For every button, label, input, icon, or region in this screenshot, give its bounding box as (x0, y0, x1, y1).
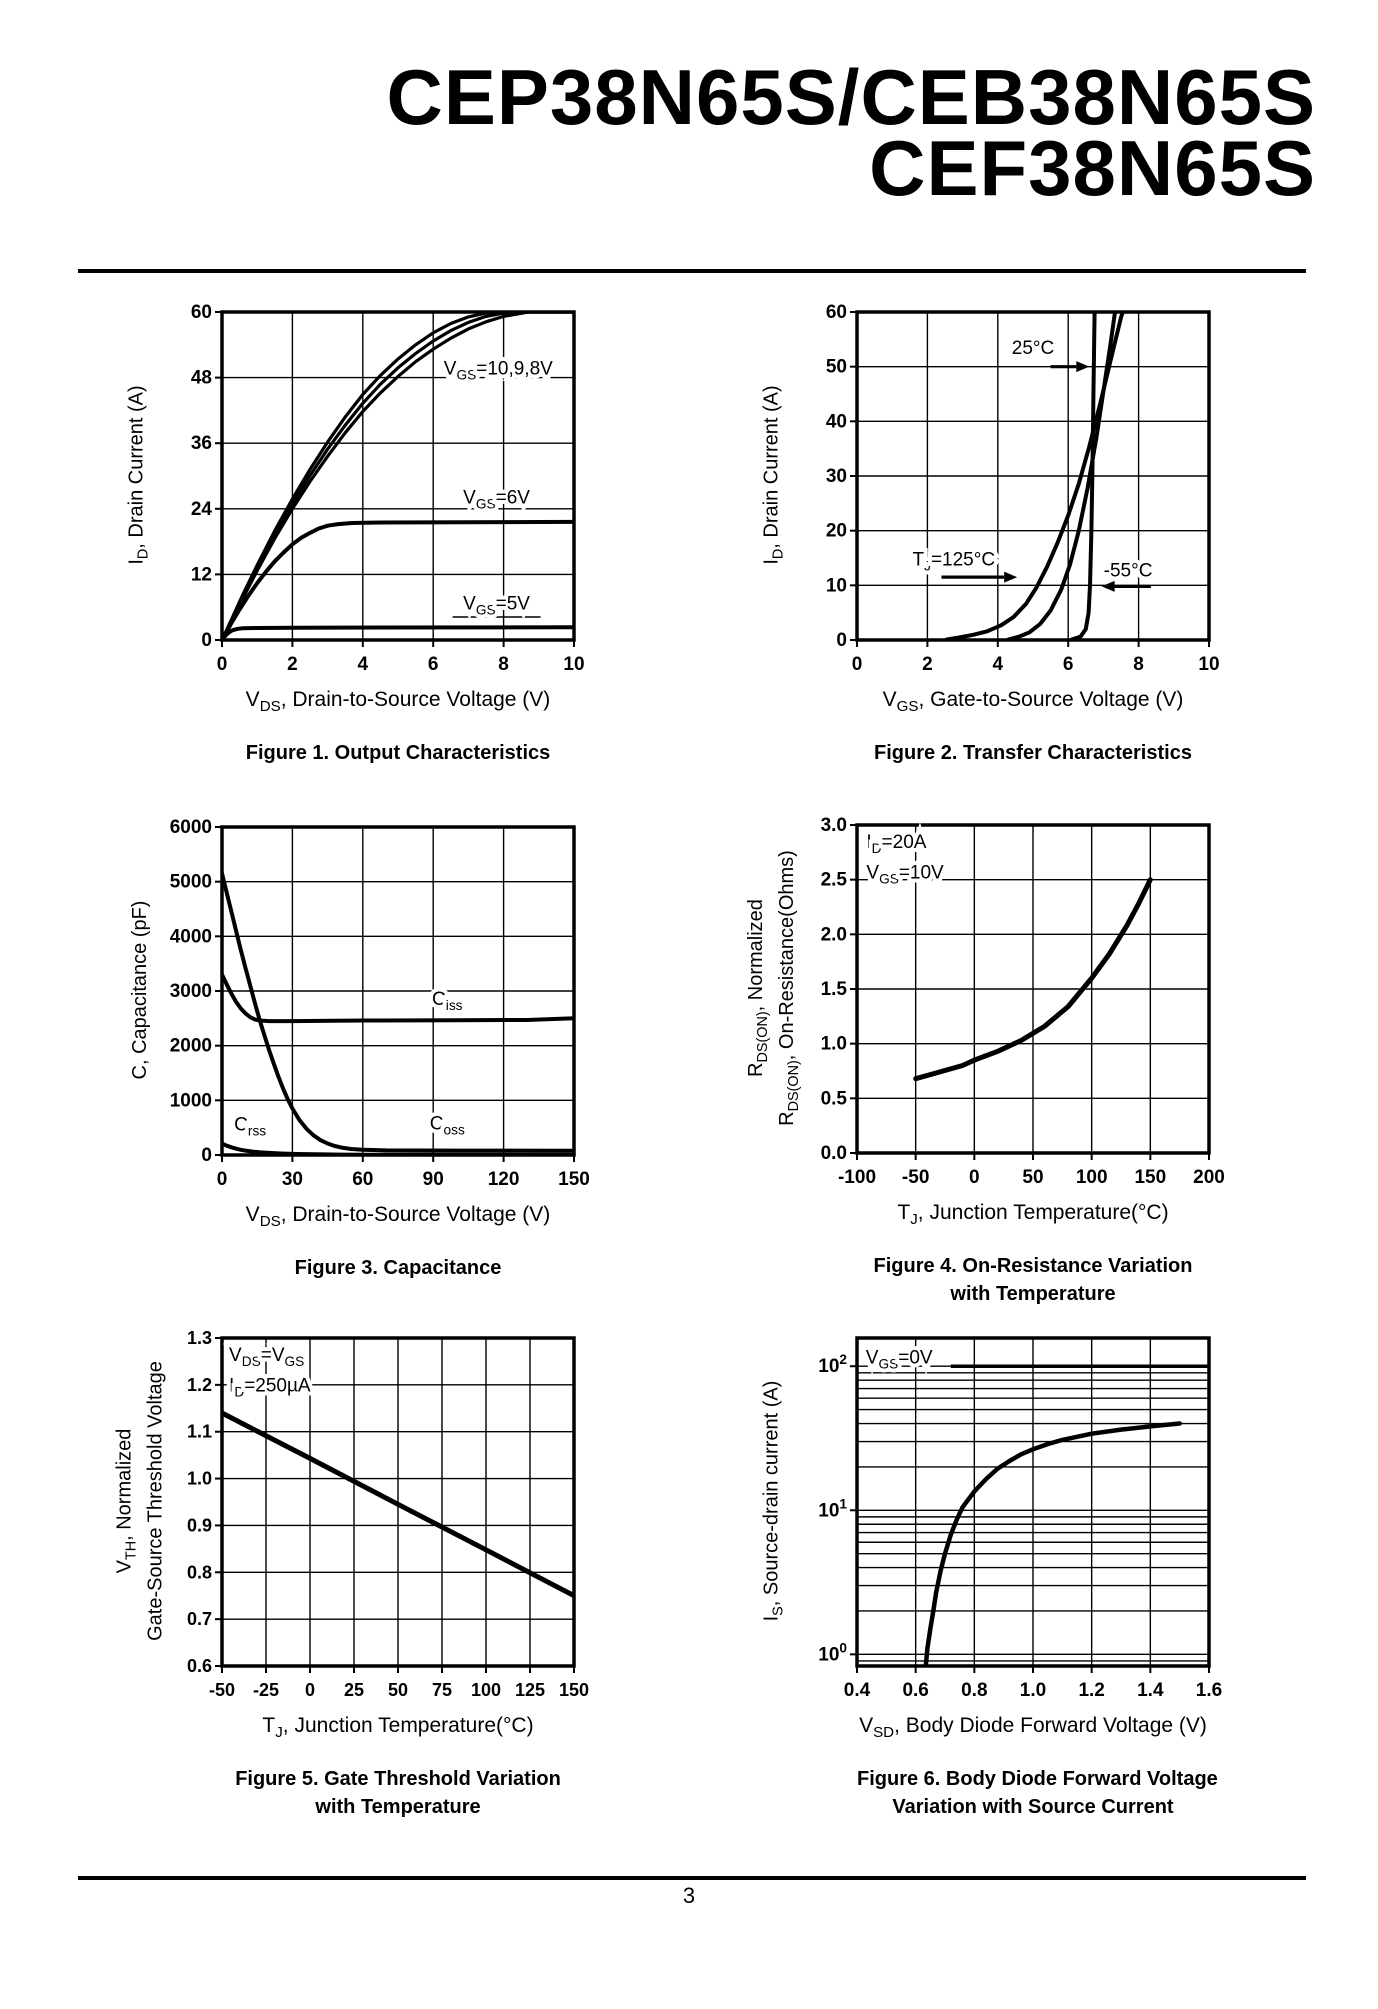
svg-text:1.0: 1.0 (1019, 1680, 1047, 1701)
svg-text:120: 120 (487, 1169, 520, 1190)
caption-line: with Temperature (315, 1796, 481, 1819)
svg-text:0.0: 0.0 (820, 1143, 847, 1164)
svg-text:50: 50 (825, 356, 847, 378)
caption-line: Figure 4. On-Resistance Variation (873, 1255, 1193, 1278)
svg-text:Crss: $C_{rss}$ (234, 1114, 267, 1139)
figure-5 (114, 1324, 590, 1821)
svg-text:1.2: 1.2 (1078, 1680, 1105, 1701)
svg-text:150: 150 (558, 1169, 590, 1190)
figure-2-x-axis-title: $V_{GS}$, Gate-to-Source Voltage (V) (882, 688, 1184, 716)
svg-text:-50: -50 (208, 1680, 236, 1700)
page-title (386, 53, 1316, 212)
svg-text:100: 100 (1075, 1167, 1108, 1188)
svg-text:Coss: $C_{oss}$ (429, 1113, 465, 1138)
svg-text:10: 10 (563, 654, 585, 675)
svg-text:20: 20 (825, 520, 847, 542)
svg-text:TJ=125°C: $T_J=125^\circ C$ (912, 549, 996, 574)
svg-text:50: 50 (1022, 1167, 1044, 1188)
svg-text:-100: -100 (837, 1167, 877, 1188)
figure-6-caption (857, 1765, 1218, 1821)
svg-text:100: 100 (470, 1680, 502, 1700)
svg-text:0: 0 (969, 1167, 980, 1188)
svg-text:50: 50 (387, 1680, 409, 1700)
y-axis-title-line: $I_S$, Source-drain current (A) (760, 1380, 787, 1622)
svg-text:0.6: 0.6 (186, 1656, 212, 1676)
figure-5-chart (166, 1324, 590, 1708)
svg-text:VGS=10V: $V_{GS}=10V$ (866, 862, 944, 887)
svg-text:25: 25 (343, 1680, 365, 1700)
svg-text:VDS=VGS: $V_{DS}=V_{GS}$ (229, 1345, 305, 1370)
y-axis-title-line: $I_D$, Drain Current (A) (125, 384, 152, 565)
caption-line: Figure 5. Gate Threshold Variation (235, 1768, 561, 1791)
svg-text:1.5: 1.5 (820, 979, 847, 1000)
svg-text:VGS=0V: $V_{GS}=0V$ (865, 1347, 933, 1372)
svg-text:100: $10^0$ (818, 1640, 847, 1666)
svg-text:0.6: 0.6 (902, 1680, 929, 1701)
y-axis-title-line: $R_{DS(ON)}$, On-Resistance(Ohms) (776, 849, 802, 1126)
svg-text:48: 48 (190, 367, 212, 389)
figure-3-caption (222, 1254, 574, 1282)
svg-text:0: 0 (201, 630, 212, 651)
part-number-line-2: CEF38N65S (869, 124, 1316, 212)
svg-text:60: 60 (190, 302, 212, 323)
figure-3-y-axis-title (114, 813, 166, 1197)
figure-3 (114, 813, 590, 1282)
caption-line: Figure 3. Capacitance (294, 1257, 502, 1280)
svg-text:Ciss: $C_{iss}$ (432, 988, 463, 1013)
svg-text:0.9: 0.9 (186, 1515, 212, 1536)
svg-text:24: 24 (190, 498, 212, 520)
svg-text:3000: 3000 (169, 981, 212, 1002)
svg-text:2000: 2000 (169, 1035, 212, 1057)
figure-1-chart (166, 298, 590, 682)
svg-text:ID=20A: $I_D=20A$ (866, 832, 927, 857)
figure-2 (749, 298, 1225, 767)
svg-text:10: 10 (825, 575, 847, 597)
svg-text:150: 150 (558, 1680, 590, 1700)
svg-text:2.0: 2.0 (820, 924, 847, 946)
svg-text:5000: 5000 (169, 871, 212, 893)
footer-rule (78, 1876, 1306, 1880)
svg-text:30: 30 (825, 466, 847, 487)
svg-text:125: 125 (514, 1680, 546, 1700)
svg-text:0: 0 (201, 1145, 212, 1166)
svg-text:150: 150 (1134, 1167, 1167, 1188)
figure-2-body (749, 298, 1225, 682)
figure-5-x-axis-title: $T_J$, Junction Temperature(°C) (262, 1714, 534, 1742)
page-number: 3 (682, 1883, 696, 1908)
svg-text:0: 0 (216, 1169, 228, 1190)
svg-text:30: 30 (281, 1169, 303, 1190)
svg-text:VGS=10,9,8V: $V_{GS}=10,9,8V$ (443, 358, 553, 383)
svg-text:102: $10^2$ (818, 1352, 847, 1378)
svg-text:4: 4 (992, 654, 1004, 675)
svg-text:25°C: 25°C (1011, 338, 1055, 360)
svg-text:10: 10 (1198, 654, 1220, 675)
y-axis-title-line: C, Capacitance (pF) (129, 900, 151, 1080)
part-number-line-1: CEP38N65S/CEB38N65S (386, 53, 1316, 141)
y-axis-title-line: $R_{DS(ON)}$, Normalized (745, 898, 771, 1077)
figure-2-caption (857, 739, 1209, 767)
figure-1-y-axis-title (114, 298, 166, 682)
svg-text:0.7: 0.7 (186, 1609, 212, 1630)
svg-text:ID=250µA: $I_D=250\mu A$ (229, 1375, 311, 1400)
figure-6 (749, 1324, 1225, 1821)
figure-4 (745, 811, 1225, 1308)
svg-text:36: 36 (190, 433, 212, 455)
svg-text:VGS=6V: $V_{GS}=6V$ (463, 487, 530, 512)
svg-text:200: 200 (1193, 1167, 1225, 1188)
svg-text:4000: 4000 (169, 926, 212, 948)
figure-5-body (114, 1324, 590, 1708)
svg-text:-55°C: -55°C (1103, 560, 1153, 582)
svg-text:0.5: 0.5 (820, 1088, 847, 1110)
figure-2-chart (801, 298, 1225, 682)
figure-1 (114, 298, 590, 767)
header-rule (78, 269, 1306, 273)
svg-text:6: 6 (1062, 654, 1074, 675)
svg-text:1.6: 1.6 (1195, 1680, 1223, 1701)
svg-text:6000: 6000 (169, 817, 212, 838)
y-axis-title-line: $V_{TH}$, Normalized (113, 1428, 140, 1574)
svg-text:1.0: 1.0 (186, 1468, 212, 1489)
caption-line: with Temperature (950, 1283, 1116, 1306)
figure-5-caption (222, 1765, 574, 1821)
svg-text:75: 75 (431, 1680, 453, 1700)
svg-text:60: 60 (352, 1169, 374, 1190)
svg-text:40: 40 (825, 411, 847, 433)
svg-text:2: 2 (287, 654, 298, 675)
svg-text:101: $10^1$ (818, 1496, 847, 1522)
svg-text:-25: -25 (252, 1680, 280, 1700)
caption-line: Figure 6. Body Diode Forward Voltage (857, 1768, 1218, 1791)
svg-text:1.1: 1.1 (186, 1421, 212, 1442)
svg-text:1.0: 1.0 (820, 1033, 847, 1055)
figure-1-caption (222, 739, 574, 767)
svg-text:0: 0 (304, 1680, 316, 1700)
svg-text:8: 8 (1133, 654, 1144, 675)
figure-3-body (114, 813, 590, 1197)
svg-text:0.8: 0.8 (961, 1680, 988, 1701)
caption-line: Figure 2. Transfer Characteristics (874, 742, 1192, 765)
svg-text:0: 0 (216, 654, 228, 675)
svg-text:2.5: 2.5 (820, 869, 847, 891)
svg-text:4: 4 (357, 654, 369, 675)
svg-text:12: 12 (190, 564, 212, 586)
figure-5-y-axis-title (114, 1324, 166, 1708)
svg-text:8: 8 (498, 654, 509, 675)
svg-text:6: 6 (427, 654, 439, 675)
caption-line: Variation with Source Current (892, 1796, 1174, 1819)
figure-4-x-axis-title: $T_J$, Junction Temperature(°C) (897, 1201, 1169, 1229)
y-axis-title-line: Gate-Source Threshold Voltage (144, 1360, 167, 1641)
figure-6-x-axis-title: $V_{SD}$, Body Diode Forward Voltage (V) (859, 1714, 1207, 1742)
figure-2-y-axis-title (749, 298, 801, 682)
svg-text:2: 2 (922, 654, 933, 675)
svg-text:1.2: 1.2 (186, 1374, 212, 1395)
svg-text:0.4: 0.4 (843, 1680, 871, 1701)
figure-6-body (749, 1324, 1225, 1708)
figure-4-y-axis-title (745, 811, 802, 1195)
svg-text:60: 60 (825, 302, 847, 323)
svg-text:90: 90 (422, 1169, 444, 1190)
caption-line: Figure 1. Output Characteristics (245, 742, 551, 765)
svg-text:-50: -50 (901, 1167, 930, 1188)
figure-1-body (114, 298, 590, 682)
svg-text:VGS=5V: $V_{GS}=5V$ (463, 593, 530, 618)
svg-text:1000: 1000 (169, 1090, 212, 1112)
svg-text:1.3: 1.3 (186, 1328, 212, 1348)
figure-1-x-axis-title: $V_{DS}$, Drain-to-Source Voltage (V) (245, 688, 551, 716)
figure-6-y-axis-title (749, 1324, 801, 1708)
figure-4-body (745, 811, 1225, 1195)
y-axis-title-line: $I_D$, Drain Current (A) (760, 384, 787, 565)
figure-3-x-axis-title: $V_{DS}$, Drain-to-Source Voltage (V) (245, 1203, 551, 1231)
figure-4-chart (801, 811, 1225, 1195)
svg-text:0.8: 0.8 (186, 1562, 212, 1583)
figure-4-caption (857, 1252, 1209, 1308)
figure-6-chart (801, 1324, 1225, 1708)
figure-3-chart (166, 813, 590, 1197)
svg-text:0: 0 (851, 654, 863, 675)
svg-text:1.4: 1.4 (1137, 1680, 1164, 1701)
svg-text:3.0: 3.0 (820, 815, 847, 836)
svg-text:0: 0 (836, 630, 847, 651)
